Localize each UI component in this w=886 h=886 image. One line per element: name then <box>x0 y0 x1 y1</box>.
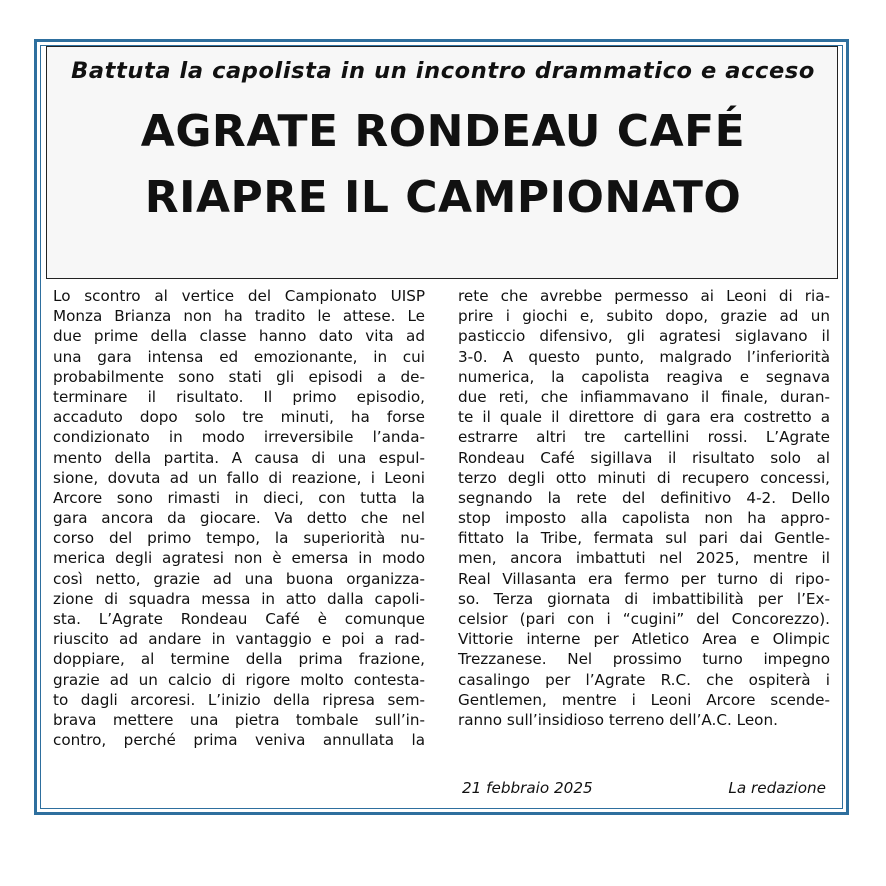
body-line: Rondeau Café sigillava il risultato solo al <box>458 448 830 467</box>
body-line: grazie ad un calcio di rigore molto contesta- <box>53 670 425 689</box>
body-line: sta. L’Agrate Rondeau Café è comunque <box>53 610 425 628</box>
body-line: doppiare, al termine della prima frazione, <box>53 650 425 669</box>
article-date: 21 febbraio 2025 <box>462 779 593 797</box>
body-line: te il quale il direttore di gara era costretto a <box>458 408 830 427</box>
article-author: La redazione <box>728 779 826 797</box>
body-line: due reti, che infiammavano il finale, duran- <box>458 387 830 406</box>
body-line: terminare il risultato. Il primo episodio, <box>53 387 425 406</box>
body-line: 3-0. A questo punto, malgrado l’inferiorità <box>458 347 830 366</box>
article-title-line-2: RIAPRE IL CAMPIONATO <box>144 172 742 223</box>
body-line: numerica, la capolista reagiva e segnava <box>458 367 830 386</box>
body-line: prire i giochi e, subito dopo, grazie ad un <box>458 307 830 326</box>
body-line: men, ancora imbattuti nel 2025, mentre il <box>458 549 830 568</box>
body-line: Arcore sono rimasti in dieci, con tutta la <box>53 488 425 507</box>
body-line: pasticcio difensivo, gli agratesi siglavano il <box>458 327 830 346</box>
body-line: così netto, grazie ad una buona organizza- <box>53 569 425 588</box>
body-line: casalingo per l’Agrate R.C. che ospiterà i <box>458 670 830 689</box>
body-line: Lo scontro al vertice del Campionato UISP <box>53 287 425 305</box>
body-line: zione di squadra messa in atto dalla capoli- <box>53 589 425 608</box>
body-line: brava mettere una pietra tombale sull’in- <box>53 710 425 729</box>
article-body-left-column <box>53 286 425 750</box>
article-title-line-1: AGRATE RONDEAU CAFÉ <box>140 106 746 157</box>
body-line: stop imposto alla capolista non ha appro- <box>458 509 830 528</box>
body-line: Trezzanese. Nel prossimo turno impegno <box>458 650 830 669</box>
body-line: riuscito ad andare in vantaggio e poi a rad- <box>53 630 425 649</box>
body-line: merica degli agratesi non è emersa in modo <box>53 549 425 568</box>
body-line: to dagli arcoresi. L’inizio della ripresa sem- <box>53 690 425 709</box>
body-line: ranno sull’insidioso terreno dell’A.C. Leon. <box>458 710 778 729</box>
body-line: terzo degli otto minuti di recupero concessi, <box>458 468 830 487</box>
article-body-right-column <box>458 286 830 730</box>
body-line: segnando la rete del definitivo 4-2. Dello <box>458 488 830 507</box>
body-line: rete che avrebbe permesso ai Leoni di ria- <box>458 287 830 305</box>
body-line: fittato la Tribe, fermata sul pari dai Gentle- <box>458 529 830 548</box>
body-line: so. Terza giornata di imbattibilità per l’Ex- <box>458 589 830 608</box>
body-line: celsior (pari con i “cugini” del Concorezzo). <box>458 610 830 628</box>
body-line: gara ancora da giocare. Va detto che nel <box>53 509 425 528</box>
body-line: accaduto dopo solo tre minuti, ha forse <box>53 408 425 427</box>
body-line: condizionato in modo irreversibile l’anda- <box>53 428 425 447</box>
body-line: probabilmente sono stati gli episodi a de- <box>53 367 425 386</box>
body-line: una gara intensa ed emozionante, in cui <box>53 347 425 366</box>
body-line: sione, dovuta ad un fallo di reazione, i Leoni <box>53 468 425 487</box>
body-line: Real Villasanta era fermo per turno di ripo- <box>458 569 830 588</box>
body-line: due prime della classe hanno dato vita ad <box>53 327 425 346</box>
article-kicker: Battuta la capolista in un incontro drammatico e acceso <box>71 58 815 84</box>
body-line: estrarre altri tre cartellini rossi. L’Agrate <box>458 428 830 447</box>
body-line: Gentlemen, mentre i Leoni Arcore scende- <box>458 690 830 709</box>
body-line: corso del primo tempo, la superiorità nu- <box>53 529 425 548</box>
body-line: contro, perché prima veniva annullata la <box>53 731 425 750</box>
body-line: mento della partita. A causa di una espul- <box>53 448 425 467</box>
body-line: Monza Brianza non ha tradito le attese. Le <box>53 307 425 326</box>
body-line: Vittorie interne per Atletico Area e Olimpic <box>458 630 830 649</box>
